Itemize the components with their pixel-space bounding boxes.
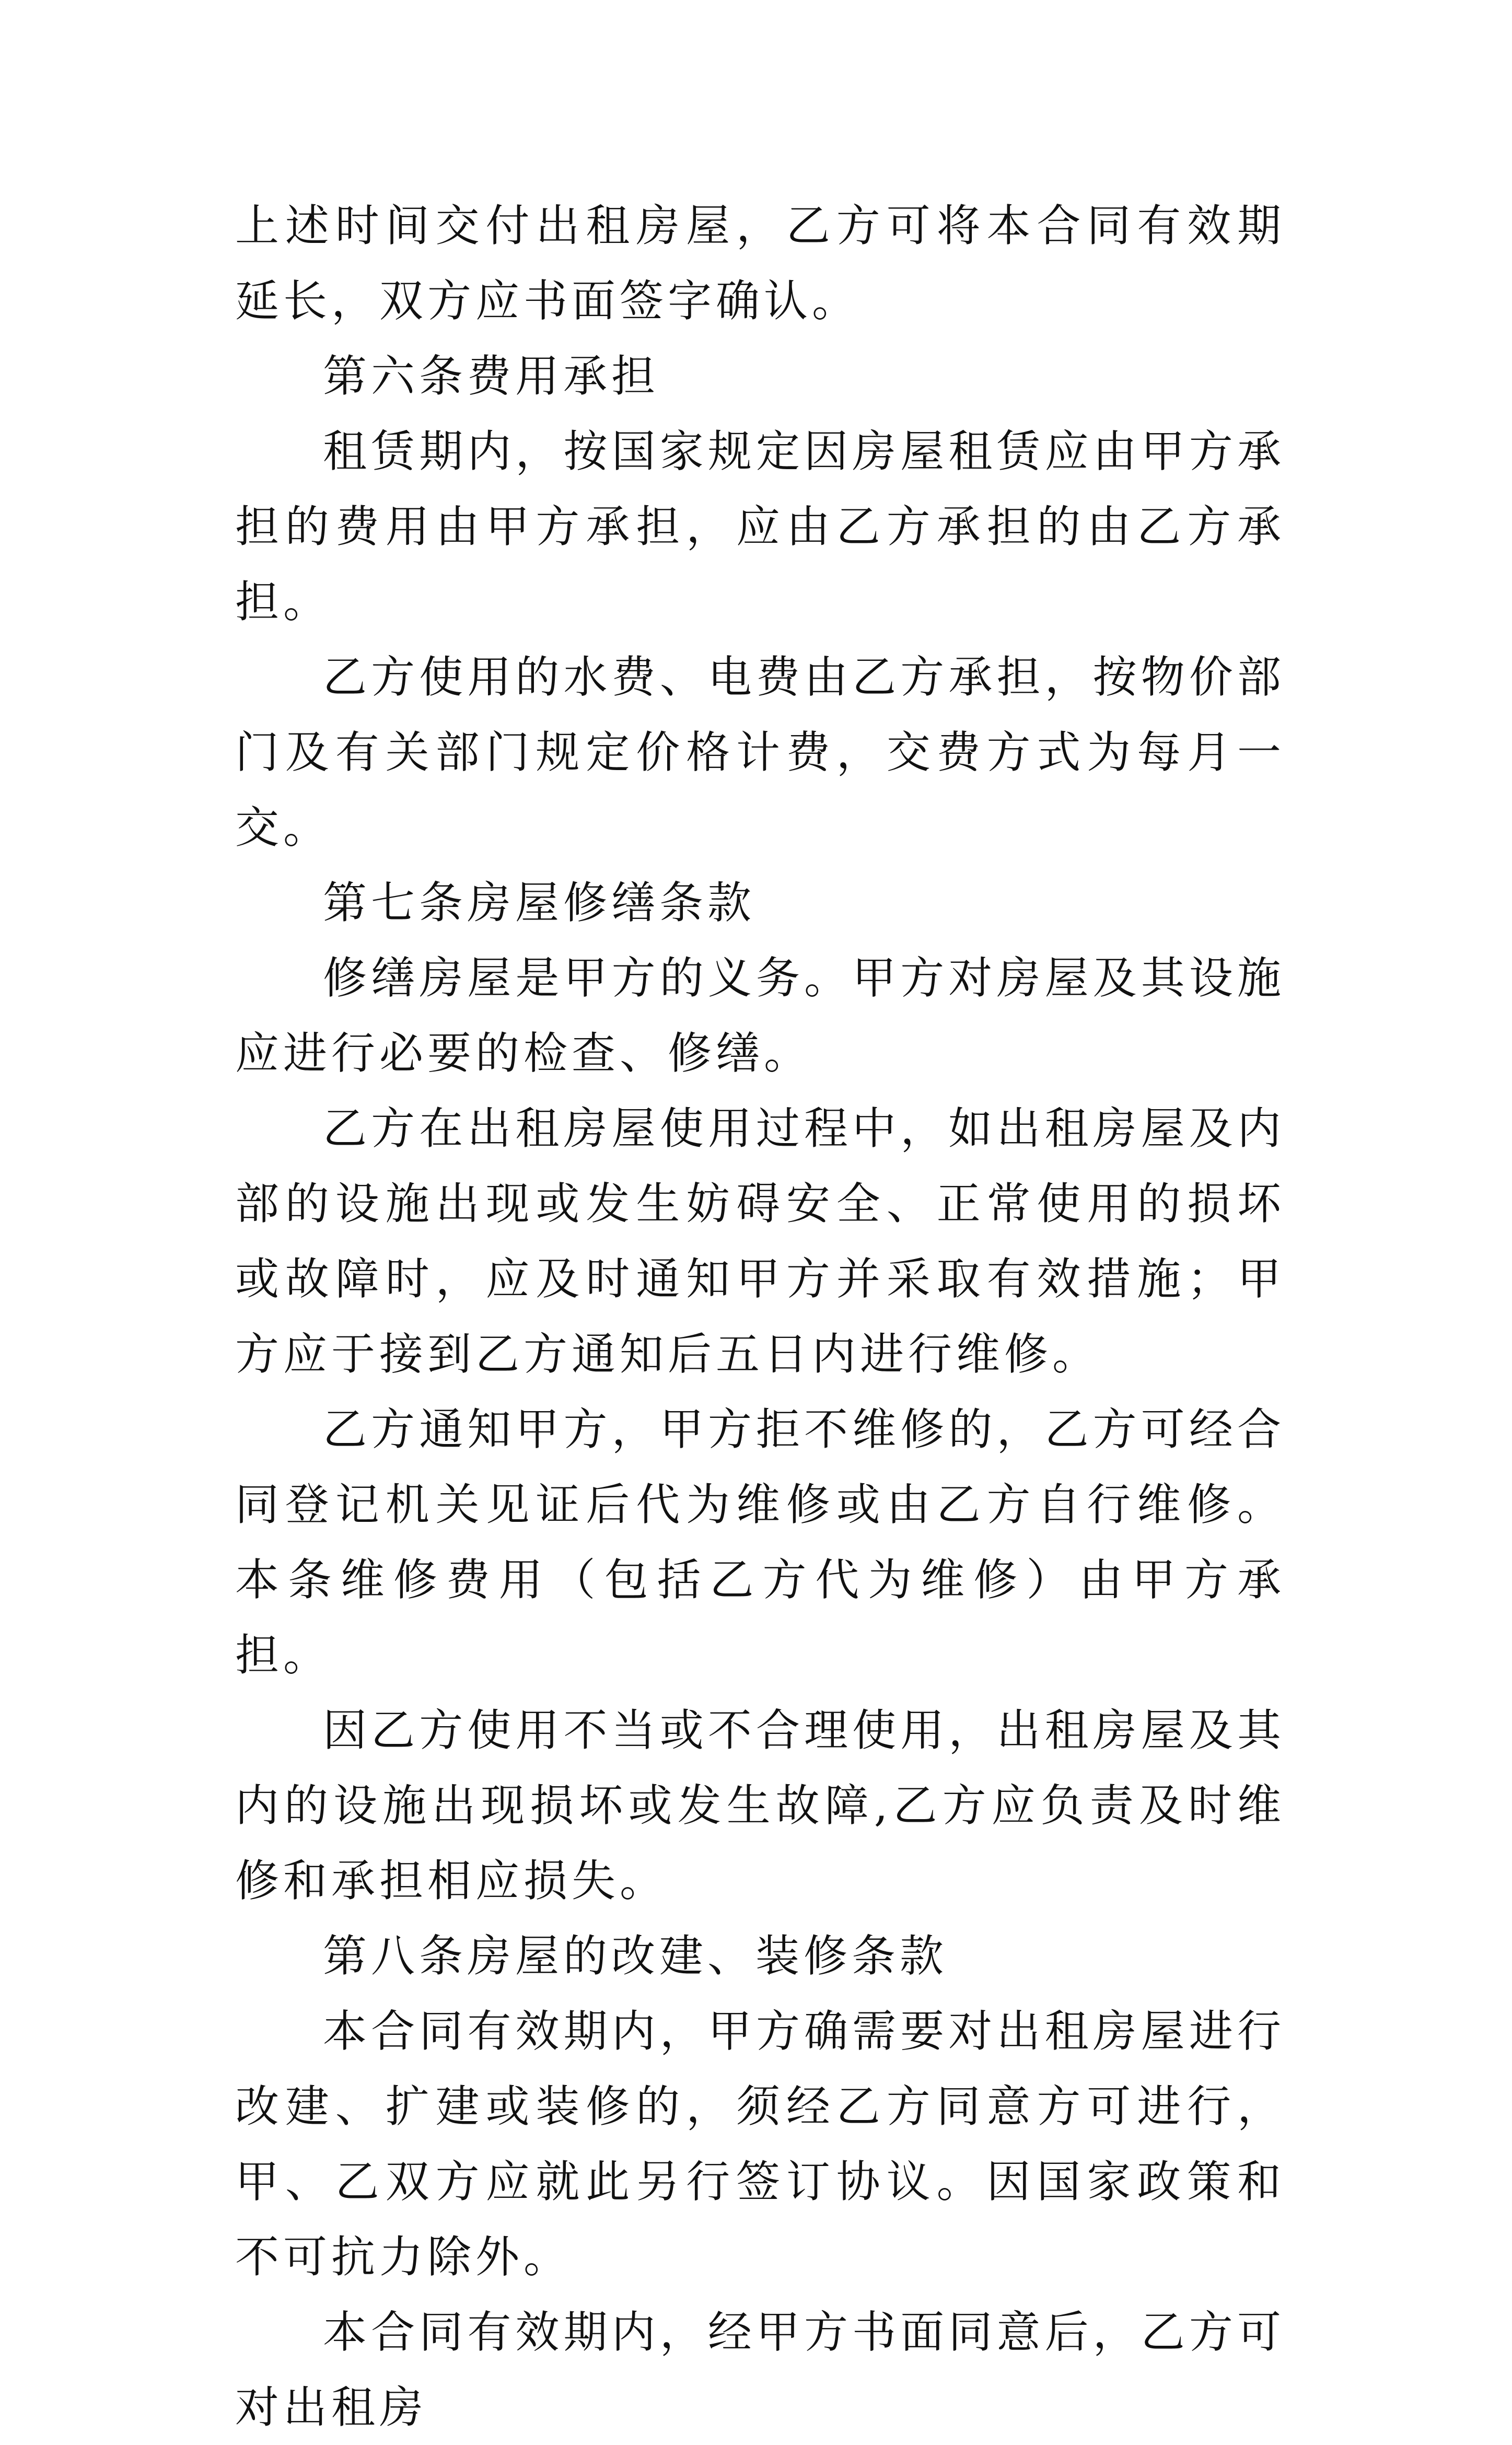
paragraph-continuation: 上述时间交付出租房屋，乙方可将本合同有效期延长，双方应书面签字确认。 xyxy=(235,200,1285,327)
document-body xyxy=(235,188,1285,2445)
paragraph: 乙方在出租房屋使用过程中，如出租房屋及内部的设施出现或发生妨碍安全、正常使用的损坏或故障时，应及时通知甲方并采取有效措施；甲方应于接到乙方通知后五日内进行维修。 xyxy=(235,1103,1285,1380)
paragraph: 租赁期内，按国家规定因房屋租赁应由甲方承担的费用由甲方承担，应由乙方承担的由乙方承担。 xyxy=(235,426,1285,627)
section-heading-article-6: 第六条费用承担 xyxy=(323,351,660,402)
section-heading-article-7: 第七条房屋修缮条款 xyxy=(323,877,756,928)
paragraph-truncated: 本合同有效期内，经甲方书面同意后，乙方可对出租房 xyxy=(235,2307,1285,2433)
paragraph: 修缮房屋是甲方的义务。甲方对房屋及其设施应进行必要的检查、修缮。 xyxy=(235,952,1285,1079)
paragraph: 本合同有效期内，甲方确需要对出租房屋进行改建、扩建或装修的，须经乙方同意方可进行，甲、乙双方应就此另行签订协议。因国家政策和不可抗力除外。 xyxy=(235,2006,1285,2283)
paragraph: 乙方通知甲方，甲方拒不维修的，乙方可经合同登记机关见证后代为维修或由乙方自行维修。本条维修费用（包括乙方代为维修）由甲方承担。 xyxy=(235,1404,1285,1681)
section-heading-article-8: 第八条房屋的改建、装修条款 xyxy=(323,1930,948,1982)
paragraph: 因乙方使用不当或不合理使用，出租房屋及其内的设施出现损坏或发生故障,乙方应负责及时维修和承担相应损失。 xyxy=(235,1705,1285,1906)
paragraph: 乙方使用的水费、电费由乙方承担，按物价部门及有关部门规定价格计费，交费方式为每月一交。 xyxy=(235,651,1285,853)
